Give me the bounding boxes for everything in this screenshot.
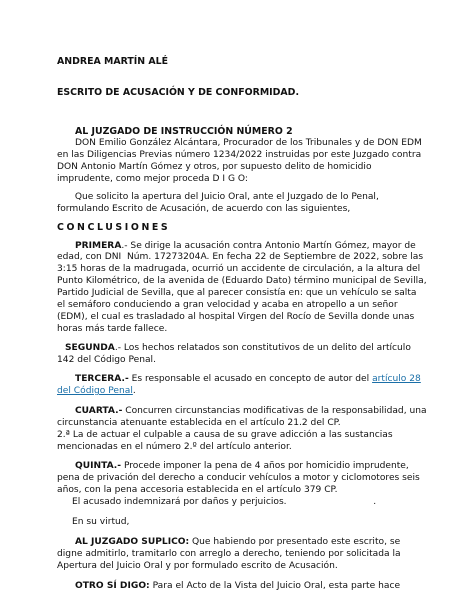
intro-line: DON Emilio González Alcántara, Procurador de los Tribunales y de DON EDM bbox=[75, 138, 422, 148]
intro-line: DON Antonio Martín Gómez y otros, por supuesto delito de homicidio bbox=[57, 162, 372, 172]
primera-line: Partido Judicial de Sevilla, que al parecer consistía en: que un vehículo se salta bbox=[57, 288, 417, 298]
request-line: formulando Escrito de Acusación, de acuerdo con las siguientes, bbox=[57, 204, 351, 214]
intro-line: en las Diligencias Previas número 1234/2022 instruidas por este Juzgado contra bbox=[57, 150, 422, 160]
author-name: ANDREA MARTÍN ALÉ bbox=[57, 56, 169, 67]
conclusions-heading: CONCLUSIONES bbox=[57, 222, 171, 233]
otrosi-label: OTRO SÍ DIGO: bbox=[75, 581, 150, 591]
primera-label: PRIMERA bbox=[75, 241, 122, 251]
article-28-link[interactable]: artículo 28 bbox=[372, 374, 421, 384]
tercera-text: Es responsable el acusado en concepto de autor del bbox=[128, 374, 373, 384]
suplico-text: Que habiendo por presentado este escrito, se bbox=[189, 537, 401, 547]
primera-line: horas más tarde fallece. bbox=[57, 324, 168, 334]
cuarta-line: 2.ª La de actuar el culpable a causa de su grave adicción a las sustancias bbox=[57, 430, 393, 440]
primera-line: 3:15 horas de la madrugada, ocurrió un accidente de circulación, a la altura del bbox=[57, 264, 421, 274]
quinta-line: El acusado indemnizará por daños y perjuicios. . bbox=[72, 497, 377, 507]
suplico-first-line bbox=[75, 536, 400, 548]
suplico-line: digne admitirlo, tramitarlo con arreglo a derecho, teniendo por solicitada la bbox=[57, 549, 401, 559]
codigo-penal-link[interactable]: del Código Penal bbox=[57, 386, 133, 396]
quinta-label: QUINTA.- bbox=[75, 461, 122, 471]
tercera-label: TERCERA.- bbox=[75, 374, 129, 384]
segunda-line: 142 del Código Penal. bbox=[57, 355, 156, 365]
quinta-text: Procede imponer la pena de 4 años por homicidio imprudente, bbox=[121, 461, 409, 471]
intro-line: imprudente, como mejor proceda D I G O: bbox=[57, 174, 248, 184]
court-heading: AL JUZGADO DE INSTRUCCIÓN NÚMERO 2 bbox=[75, 126, 293, 137]
request-line: Que solicito la apertura del Juicio Oral, ante el Juzgado de lo Penal, bbox=[72, 192, 379, 202]
quinta-line: pena de privación del derecho a conducir vehículos a motor y ciclomotores seis bbox=[57, 473, 420, 483]
primera-line: edad, con DNI Núm. 17273204A. En fecha 22 de Septiembre de 2022, sobre las bbox=[57, 252, 424, 262]
tercera-first-line bbox=[75, 373, 421, 385]
primera-line: el semáforo conduciendo a gran velocidad y acaba en atropello a un señor bbox=[57, 300, 398, 310]
primera-line: Punto Kilométrico, de la avenida de (Eduardo Dato) término municipal de Sevilla, bbox=[57, 276, 427, 286]
segunda-label: SEGUNDA bbox=[65, 343, 115, 353]
suplico-line: Apertura del Juicio Oral y por formulado escrito de Acusación. bbox=[57, 561, 338, 571]
document-title: ESCRITO DE ACUSACIÓN Y DE CONFORMIDAD. bbox=[57, 87, 300, 98]
cuarta-text: Concurren circunstancias modificativas de la responsabilidad, una bbox=[122, 406, 427, 416]
otrosi-first-line bbox=[75, 580, 400, 592]
segunda-first-line bbox=[65, 342, 411, 354]
primera-line: (EDM), el cual es trasladado al hospital Virgen del Rocío de Sevilla donde unas bbox=[57, 312, 415, 322]
cuarta-label: CUARTA.- bbox=[75, 406, 123, 416]
tercera-tail: . bbox=[132, 386, 136, 396]
closing-text: En su virtud, bbox=[72, 517, 130, 527]
suplico-label: AL JUZGADO SUPLICO: bbox=[75, 537, 190, 547]
quinta-first-line bbox=[75, 460, 409, 472]
cuarta-first-line bbox=[75, 405, 427, 417]
quinta-line: años, con la pena accesoria establecida en el artículo 379 CP. bbox=[57, 485, 338, 495]
cuarta-line: circunstancia atenuante establecida en el artículo 21.2 del CP. bbox=[57, 418, 341, 428]
otrosi-text: Para el Acto de la Vista del Juicio Oral, esta parte hace bbox=[149, 581, 401, 591]
tercera-second-line bbox=[57, 385, 136, 397]
segunda-text: .- Los hechos relatados son constitutivos de un delito del artículo bbox=[114, 343, 411, 353]
primera-text: .- Se dirige la acusación contra Antonio Martín Gómez, mayor de bbox=[121, 241, 416, 251]
cuarta-line: mencionadas en el número 2.º del artículo anterior. bbox=[57, 442, 292, 452]
